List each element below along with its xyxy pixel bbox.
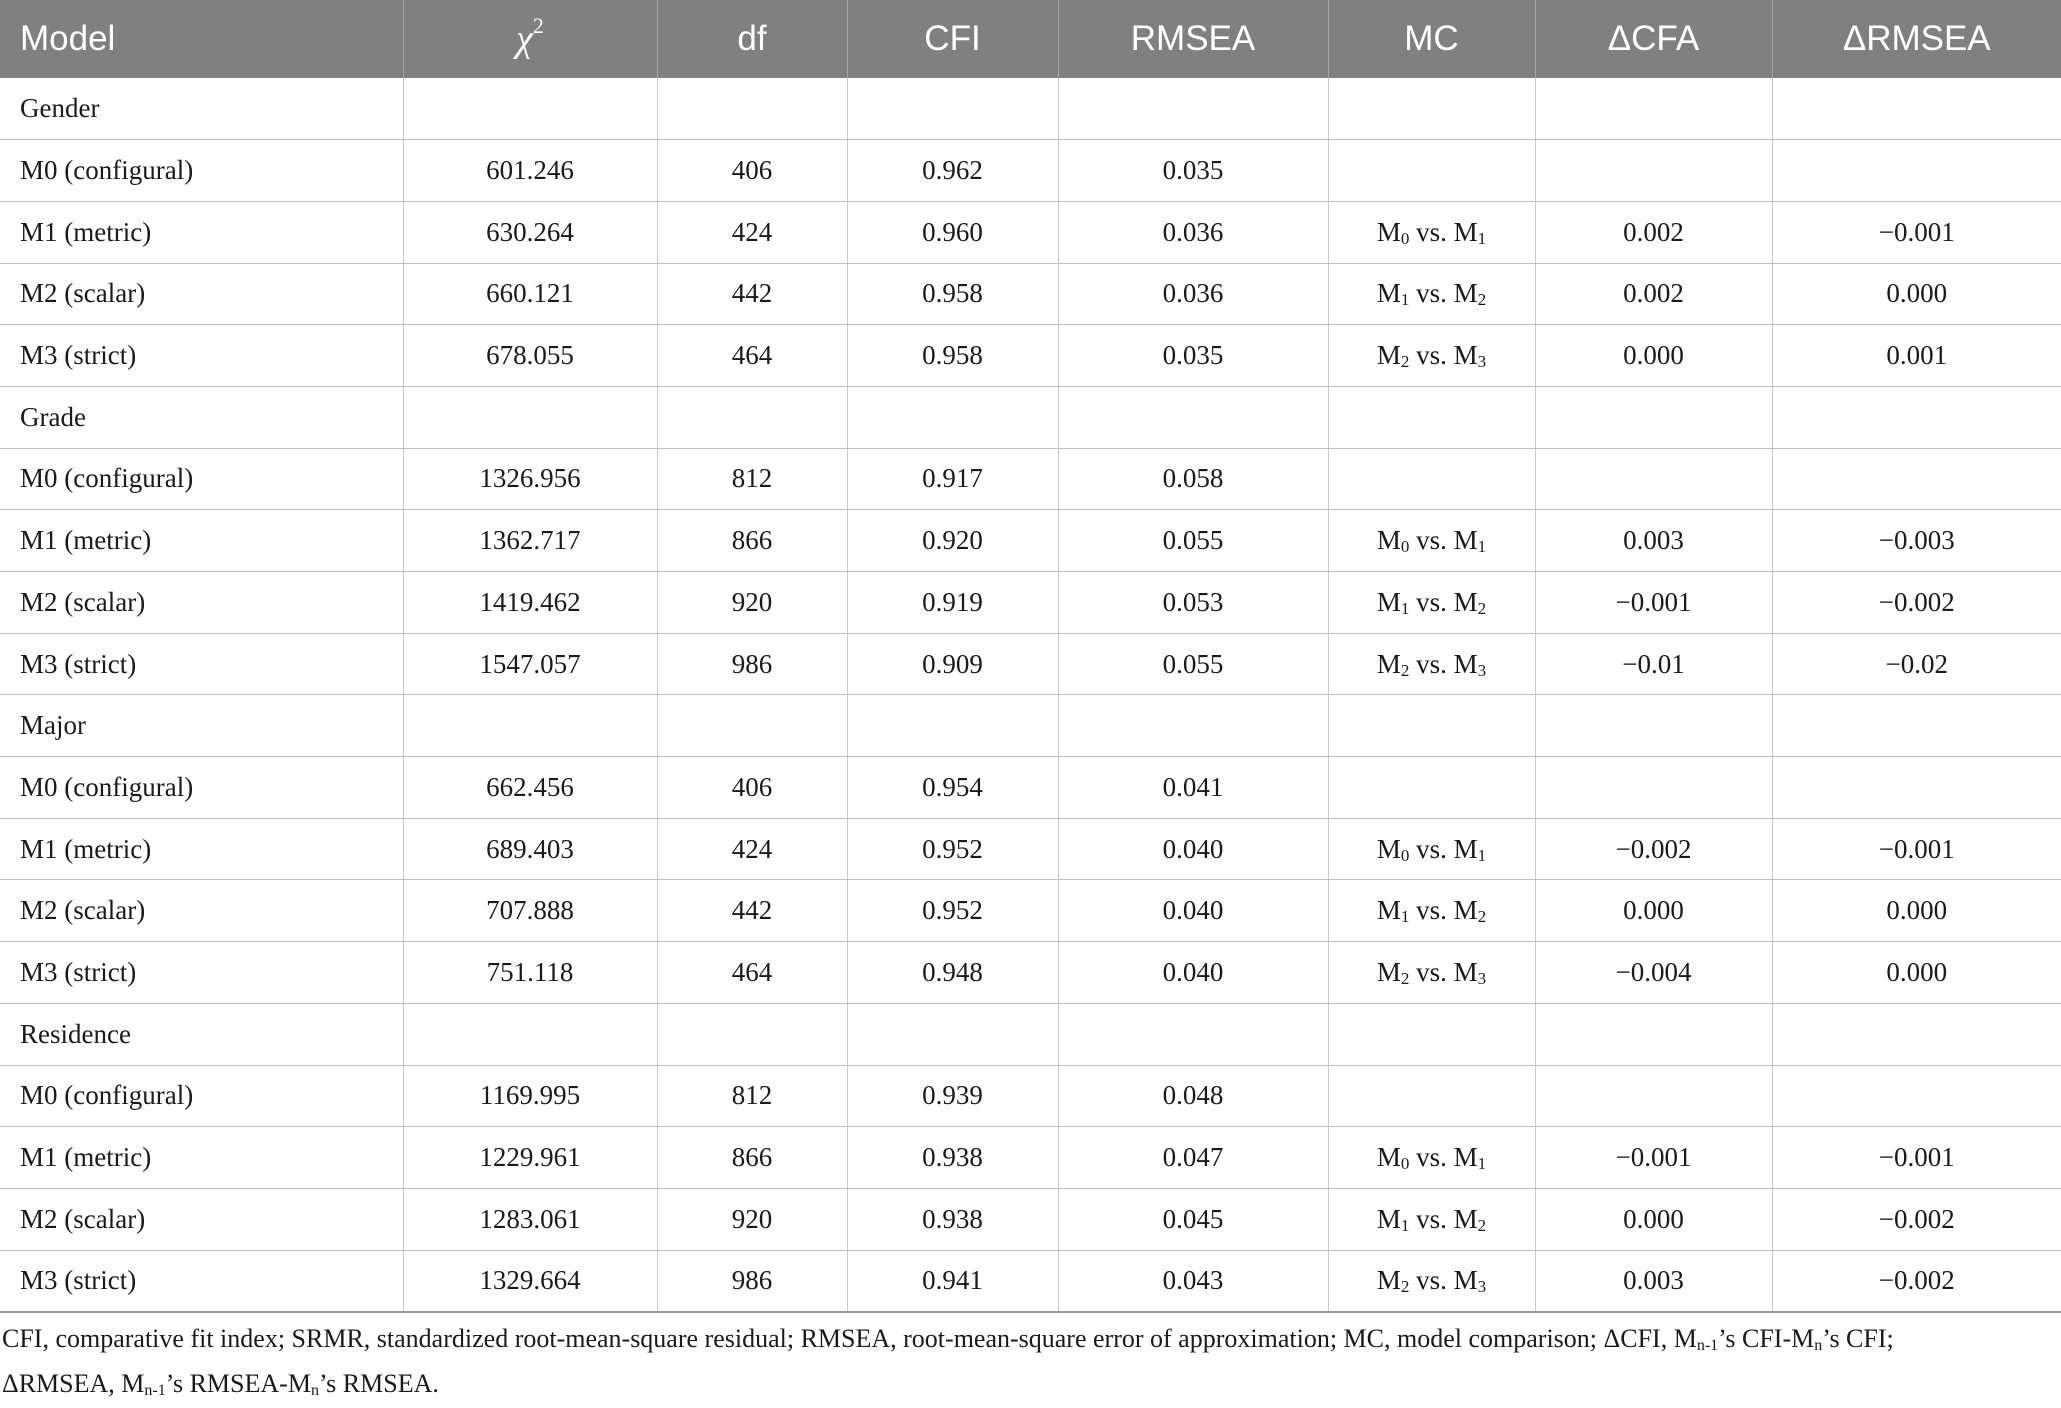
mc-cell [1328, 1250, 1535, 1312]
chi-square-cell: 1419.462 [403, 572, 657, 634]
delta-cfa-cell [1535, 140, 1772, 202]
cfi-cell: 0.939 [847, 1065, 1058, 1127]
rmsea-cell: 0.040 [1058, 818, 1328, 880]
footnote-line-1 [2, 1318, 2052, 1363]
chi-square-cell: 1169.995 [403, 1065, 657, 1127]
mc-model-letter: M [1453, 648, 1478, 679]
chi-square-cell: 1326.956 [403, 448, 657, 510]
chi-square-cell: 662.456 [403, 757, 657, 819]
rmsea-cell: 0.058 [1058, 448, 1328, 510]
mc-model-letter: M [1376, 216, 1401, 247]
df-cell: 920 [657, 1188, 847, 1250]
group-label: Gender [0, 78, 403, 140]
footnote-text: ’s CFI; [1822, 1324, 1894, 1353]
empty-cell [403, 1003, 657, 1065]
mc-subscript: 3 [1477, 352, 1487, 372]
df-cell: 866 [657, 510, 847, 572]
mc-cell [1328, 201, 1535, 263]
group-row [0, 386, 2061, 448]
table-row [0, 448, 2061, 510]
cfi-cell: 0.920 [847, 510, 1058, 572]
mc-subscript: 0 [1400, 1154, 1410, 1174]
mc-vs: vs. [1409, 956, 1454, 987]
mc-cell [1328, 572, 1535, 634]
delta-rmsea-cell: 0.001 [1772, 325, 2061, 387]
mc-cell [1328, 1188, 1535, 1250]
model-cell: M1 (metric) [0, 1127, 403, 1189]
mc-model-letter: M [1376, 833, 1401, 864]
df-cell: 920 [657, 572, 847, 634]
df-cell: 424 [657, 201, 847, 263]
mc-model-letter: M [1376, 1203, 1401, 1234]
mc-model-letter: M [1376, 278, 1401, 309]
header-cfi: CFI [847, 0, 1058, 78]
mc-cell [1328, 140, 1535, 202]
header-delta-cfa: ΔCFA [1535, 0, 1772, 78]
empty-cell [657, 1003, 847, 1065]
mc-model-letter: M [1376, 1265, 1401, 1296]
chi-square-cell: 678.055 [403, 325, 657, 387]
cfi-cell: 0.909 [847, 633, 1058, 695]
mc-model-letter: M [1453, 340, 1478, 371]
model-cell: M3 (strict) [0, 325, 403, 387]
chi-square-cell: 1283.061 [403, 1188, 657, 1250]
group-label: Grade [0, 386, 403, 448]
empty-cell [1328, 386, 1535, 448]
df-cell: 986 [657, 633, 847, 695]
rmsea-cell: 0.040 [1058, 880, 1328, 942]
footnote-text: ’s RMSEA-M [165, 1369, 311, 1398]
rmsea-cell: 0.055 [1058, 510, 1328, 572]
df-cell: 424 [657, 818, 847, 880]
model-cell: M2 (scalar) [0, 880, 403, 942]
empty-cell [403, 386, 657, 448]
delta-rmsea-cell: −0.002 [1772, 1188, 2061, 1250]
mc-vs: vs. [1409, 340, 1454, 371]
model-cell: M0 (configural) [0, 757, 403, 819]
df-cell: 812 [657, 1065, 847, 1127]
delta-rmsea-cell: −0.003 [1772, 510, 2061, 572]
delta-rmsea-cell [1772, 448, 2061, 510]
mc-cell [1328, 757, 1535, 819]
mc-vs: vs. [1409, 1265, 1454, 1296]
delta-rmsea-cell: −0.02 [1772, 633, 2061, 695]
cfi-cell: 0.960 [847, 201, 1058, 263]
footnote-subscript: n [1814, 1337, 1823, 1354]
df-cell: 442 [657, 880, 847, 942]
chi-square-cell: 707.888 [403, 880, 657, 942]
mc-subscript: 1 [1477, 537, 1487, 557]
empty-cell [847, 386, 1058, 448]
table-row [0, 880, 2061, 942]
model-cell: M3 (strict) [0, 633, 403, 695]
rmsea-cell: 0.047 [1058, 1127, 1328, 1189]
header-delta-rmsea: ΔRMSEA [1772, 0, 2061, 78]
mc-subscript: 2 [1400, 660, 1410, 680]
mc-model-letter: M [1453, 1265, 1478, 1296]
df-cell: 442 [657, 263, 847, 325]
empty-cell [1328, 78, 1535, 140]
footnote-subscript: n-1 [144, 1382, 166, 1399]
mc-cell [1328, 942, 1535, 1004]
delta-cfa-cell: 0.002 [1535, 263, 1772, 325]
table-row [0, 201, 2061, 263]
chi-square-cell: 1229.961 [403, 1127, 657, 1189]
mc-subscript: 0 [1400, 228, 1410, 248]
model-cell: M1 (metric) [0, 201, 403, 263]
delta-rmsea-cell: −0.001 [1772, 818, 2061, 880]
mc-vs: vs. [1409, 586, 1454, 617]
cfi-cell: 0.917 [847, 448, 1058, 510]
chi-square-cell: 660.121 [403, 263, 657, 325]
empty-cell [1535, 695, 1772, 757]
mc-subscript: 1 [1400, 907, 1410, 927]
mc-vs: vs. [1409, 1142, 1454, 1173]
mc-cell [1328, 448, 1535, 510]
footnote-subscript: n-1 [1696, 1337, 1719, 1354]
table-row [0, 325, 2061, 387]
empty-cell [1058, 1003, 1328, 1065]
mc-subscript: 1 [1477, 228, 1487, 248]
table-row [0, 263, 2061, 325]
df-cell: 406 [657, 140, 847, 202]
mc-vs: vs. [1409, 648, 1454, 679]
rmsea-cell: 0.045 [1058, 1188, 1328, 1250]
footnote-text: ’s RMSEA. [318, 1369, 439, 1398]
cfi-cell: 0.962 [847, 140, 1058, 202]
mc-model-letter: M [1453, 278, 1478, 309]
empty-cell [847, 695, 1058, 757]
model-cell: M3 (strict) [0, 1250, 403, 1312]
delta-cfa-cell: −0.004 [1535, 942, 1772, 1004]
cfi-cell: 0.938 [847, 1188, 1058, 1250]
table-row [0, 757, 2061, 819]
chi-symbol: χ [516, 18, 533, 60]
table-row [0, 942, 2061, 1004]
empty-cell [1535, 1003, 1772, 1065]
empty-cell [847, 78, 1058, 140]
group-label: Residence [0, 1003, 403, 1065]
empty-cell [403, 78, 657, 140]
chi-square-cell: 601.246 [403, 140, 657, 202]
table-row [0, 140, 2061, 202]
table-footnote [2, 1318, 2052, 1408]
table-row [0, 1065, 2061, 1127]
delta-cfa-cell: 0.003 [1535, 1250, 1772, 1312]
delta-rmsea-cell: 0.000 [1772, 263, 2061, 325]
mc-vs: vs. [1409, 278, 1454, 309]
delta-cfa-cell: 0.000 [1535, 1188, 1772, 1250]
empty-cell [657, 78, 847, 140]
delta-rmsea-cell: 0.000 [1772, 942, 2061, 1004]
rmsea-cell: 0.043 [1058, 1250, 1328, 1312]
header-model: Model [0, 0, 403, 78]
mc-subscript: 3 [1477, 968, 1487, 988]
header-mc: MC [1328, 0, 1535, 78]
mc-model-letter: M [1376, 895, 1401, 926]
table-header [0, 0, 2061, 78]
cfi-cell: 0.958 [847, 263, 1058, 325]
delta-cfa-cell [1535, 448, 1772, 510]
header-row [0, 0, 2061, 78]
group-row [0, 78, 2061, 140]
delta-rmsea-cell [1772, 140, 2061, 202]
mc-subscript: 2 [1477, 598, 1487, 618]
mc-subscript: 2 [1400, 1277, 1410, 1297]
delta-rmsea-cell: −0.002 [1772, 1250, 2061, 1312]
delta-cfa-cell: −0.002 [1535, 818, 1772, 880]
df-cell: 464 [657, 325, 847, 387]
group-label: Major [0, 695, 403, 757]
empty-cell [657, 695, 847, 757]
model-cell: M2 (scalar) [0, 572, 403, 634]
empty-cell [1328, 1003, 1535, 1065]
delta-rmsea-cell [1772, 757, 2061, 819]
mc-model-letter: M [1376, 956, 1401, 987]
mc-subscript: 1 [1400, 1215, 1410, 1235]
rmsea-cell: 0.055 [1058, 633, 1328, 695]
empty-cell [1328, 695, 1535, 757]
header-rmsea: RMSEA [1058, 0, 1328, 78]
delta-cfa-cell: −0.001 [1535, 572, 1772, 634]
empty-cell [403, 695, 657, 757]
empty-cell [1772, 1003, 2061, 1065]
delta-rmsea-cell: −0.001 [1772, 1127, 2061, 1189]
empty-cell [657, 386, 847, 448]
delta-rmsea-cell: −0.001 [1772, 201, 2061, 263]
cfi-cell: 0.938 [847, 1127, 1058, 1189]
delta-cfa-cell: 0.000 [1535, 325, 1772, 387]
rmsea-cell: 0.053 [1058, 572, 1328, 634]
mc-model-letter: M [1376, 340, 1401, 371]
table-row [0, 633, 2061, 695]
table-row [0, 572, 2061, 634]
model-cell: M2 (scalar) [0, 263, 403, 325]
delta-cfa-cell [1535, 1065, 1772, 1127]
delta-cfa-cell: 0.002 [1535, 201, 1772, 263]
rmsea-cell: 0.035 [1058, 325, 1328, 387]
cfi-cell: 0.948 [847, 942, 1058, 1004]
mc-vs: vs. [1409, 525, 1454, 556]
mc-model-letter: M [1376, 648, 1401, 679]
rmsea-cell: 0.036 [1058, 263, 1328, 325]
cfi-cell: 0.941 [847, 1250, 1058, 1312]
model-cell: M0 (configural) [0, 140, 403, 202]
delta-cfa-cell: −0.01 [1535, 633, 1772, 695]
chi-square-cell: 1547.057 [403, 633, 657, 695]
model-cell: M1 (metric) [0, 510, 403, 572]
mc-vs: vs. [1409, 1203, 1454, 1234]
empty-cell [847, 1003, 1058, 1065]
model-cell: M0 (configural) [0, 1065, 403, 1127]
rmsea-cell: 0.048 [1058, 1065, 1328, 1127]
chi-square-cell: 1329.664 [403, 1250, 657, 1312]
mc-model-letter: M [1376, 1142, 1401, 1173]
empty-cell [1772, 695, 2061, 757]
mc-cell [1328, 1127, 1535, 1189]
mc-subscript: 3 [1477, 660, 1487, 680]
mc-cell [1328, 510, 1535, 572]
df-cell: 812 [657, 448, 847, 510]
mc-cell [1328, 633, 1535, 695]
mc-subscript: 1 [1400, 598, 1410, 618]
mc-subscript: 2 [1477, 1215, 1487, 1235]
footnote-text: ’s CFI-M [1718, 1324, 1815, 1353]
table-row [0, 1250, 2061, 1312]
model-cell: M2 (scalar) [0, 1188, 403, 1250]
mc-model-letter: M [1453, 956, 1478, 987]
empty-cell [1535, 78, 1772, 140]
mc-vs: vs. [1409, 895, 1454, 926]
rmsea-cell: 0.041 [1058, 757, 1328, 819]
empty-cell [1535, 386, 1772, 448]
table-row [0, 510, 2061, 572]
mc-subscript: 2 [1477, 907, 1487, 927]
model-cell: M0 (configural) [0, 448, 403, 510]
df-cell: 406 [657, 757, 847, 819]
delta-cfa-cell [1535, 757, 1772, 819]
chi-square-cell: 751.118 [403, 942, 657, 1004]
footnote-text: CFI, comparative fit index; SRMR, standardized root-mean-square residual; RMSEA, root-mean-square error of approximation; MC, model comparison; ΔCFI, M [2, 1324, 1697, 1353]
header-chi-square [403, 0, 657, 78]
mc-subscript: 2 [1400, 968, 1410, 988]
mc-model-letter: M [1453, 586, 1478, 617]
delta-rmsea-cell: 0.000 [1772, 880, 2061, 942]
delta-cfa-cell: 0.000 [1535, 880, 1772, 942]
chi-square-cell: 689.403 [403, 818, 657, 880]
mc-vs: vs. [1409, 216, 1454, 247]
header-df: df [657, 0, 847, 78]
delta-rmsea-cell [1772, 1065, 2061, 1127]
mc-cell [1328, 818, 1535, 880]
chi-square-cell: 630.264 [403, 201, 657, 263]
chi-superscript: 2 [532, 13, 544, 39]
mc-subscript: 0 [1400, 845, 1410, 865]
table-row [0, 1188, 2061, 1250]
rmsea-cell: 0.036 [1058, 201, 1328, 263]
df-cell: 986 [657, 1250, 847, 1312]
df-cell: 866 [657, 1127, 847, 1189]
mc-subscript: 1 [1400, 290, 1410, 310]
delta-rmsea-cell: −0.002 [1772, 572, 2061, 634]
empty-cell [1058, 386, 1328, 448]
mc-vs: vs. [1409, 833, 1454, 864]
delta-cfa-cell: −0.001 [1535, 1127, 1772, 1189]
mc-cell [1328, 880, 1535, 942]
group-row [0, 1003, 2061, 1065]
delta-cfa-cell: 0.003 [1535, 510, 1772, 572]
table-body [0, 78, 2061, 1312]
mc-subscript: 0 [1400, 537, 1410, 557]
mc-model-letter: M [1453, 833, 1478, 864]
model-cell: M3 (strict) [0, 942, 403, 1004]
mc-model-letter: M [1453, 1203, 1478, 1234]
mc-cell [1328, 325, 1535, 387]
mc-subscript: 1 [1477, 1154, 1487, 1174]
mc-subscript: 2 [1400, 352, 1410, 372]
mc-model-letter: M [1376, 525, 1401, 556]
mc-subscript: 1 [1477, 845, 1487, 865]
group-row [0, 695, 2061, 757]
chi-square-cell: 1362.717 [403, 510, 657, 572]
cfi-cell: 0.954 [847, 757, 1058, 819]
cfi-cell: 0.952 [847, 818, 1058, 880]
empty-cell [1058, 695, 1328, 757]
table-row [0, 818, 2061, 880]
mc-subscript: 2 [1477, 290, 1487, 310]
footnote-text: ΔRMSEA, M [2, 1369, 145, 1398]
mc-model-letter: M [1453, 525, 1478, 556]
rmsea-cell: 0.040 [1058, 942, 1328, 1004]
empty-cell [1772, 78, 2061, 140]
model-cell: M1 (metric) [0, 818, 403, 880]
mc-model-letter: M [1453, 895, 1478, 926]
mc-cell [1328, 1065, 1535, 1127]
mc-subscript: 3 [1477, 1277, 1487, 1297]
mc-cell [1328, 263, 1535, 325]
mc-model-letter: M [1453, 1142, 1478, 1173]
cfi-cell: 0.952 [847, 880, 1058, 942]
empty-cell [1772, 386, 2061, 448]
mc-model-letter: M [1376, 586, 1401, 617]
footnote-line-2 [2, 1363, 2052, 1408]
footnote-subscript: n [310, 1382, 319, 1399]
mc-model-letter: M [1453, 216, 1478, 247]
empty-cell [1058, 78, 1328, 140]
cfi-cell: 0.919 [847, 572, 1058, 634]
cfi-cell: 0.958 [847, 325, 1058, 387]
df-cell: 464 [657, 942, 847, 1004]
rmsea-cell: 0.035 [1058, 140, 1328, 202]
table-row [0, 1127, 2061, 1189]
